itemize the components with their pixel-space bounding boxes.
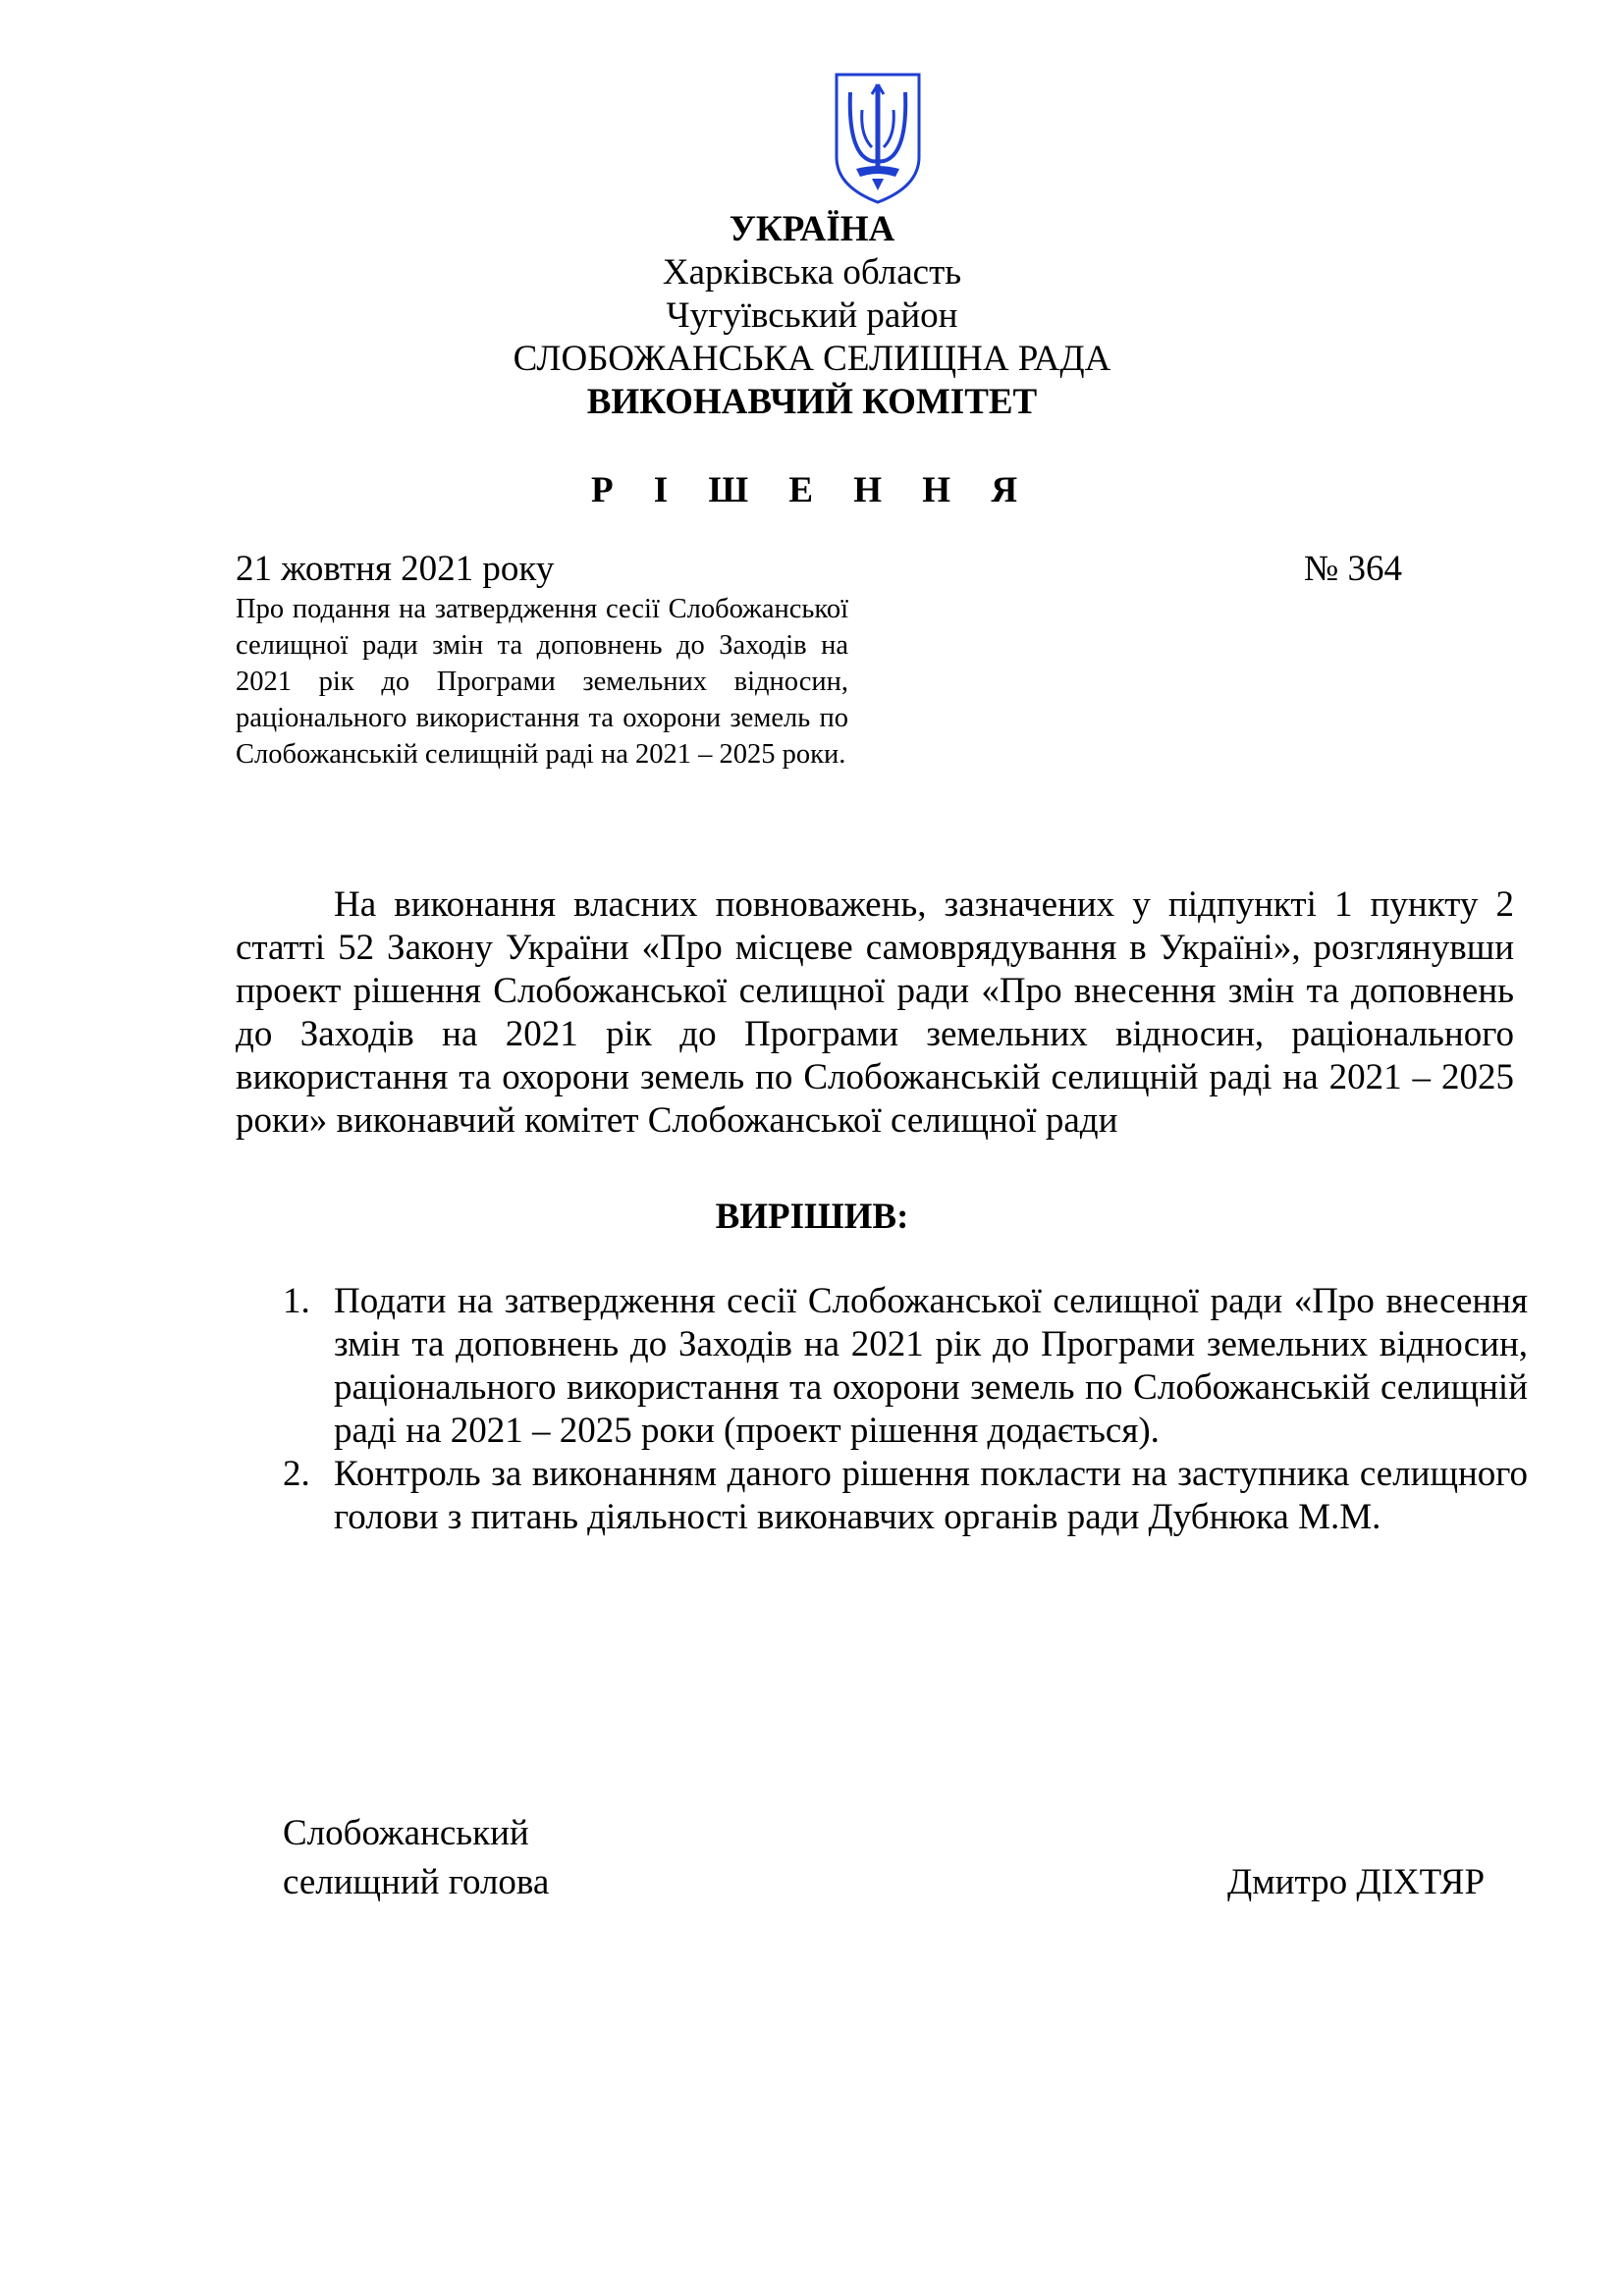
resolution-item: [283, 1453, 1528, 1539]
country-name: УКРАЇНА: [729, 209, 895, 249]
coat-of-arms-trident-icon: [833, 71, 923, 206]
signatory-name: Дмитро ДІХТЯР: [1227, 1862, 1486, 1902]
council-name: СЛОБОЖАНСЬКА СЕЛИЩНА РАДА: [513, 339, 1111, 379]
item-text: Контроль за виконанням даного рішення покласти на заступника селищного голови з питань діяльності виконавчих органів ради Дубнюка М.М.: [334, 1454, 1528, 1537]
signatory-position-line1: Слобожанський: [283, 1813, 529, 1853]
region-name: Харківська область: [662, 252, 962, 293]
resolution-item: [283, 1280, 1528, 1453]
district-name: Чугуївський район: [666, 295, 958, 336]
decision-number: № 364: [1304, 549, 1403, 589]
item-number: 2.: [283, 1454, 310, 1494]
signatory-position-line2: селищний голова: [283, 1862, 550, 1902]
item-text: Подати на затвердження сесії Слобожанської селищної ради «Про внесення змін та доповнень до Заходів на 2021 рік до Програми земельних відносин, раціонального використання та охорони земель по Слобожанській селищній раді на 2021 – 2025 роки (проект рішення додається).: [334, 1281, 1528, 1451]
resolved-heading: ВИРІШИВ:: [715, 1197, 909, 1237]
committee-name: ВИКОНАВЧИЙ КОМІТЕТ: [586, 382, 1038, 422]
document-title: Р І Ш Е Н Н Я: [590, 470, 1034, 510]
decision-date: 21 жовтня 2021 року: [236, 549, 555, 589]
decision-subject: Про подання на затвердження сесії Слобожанської селищної ради змін та доповнень до Заходів на 2021 рік до Програми земельних відносин, раціонального використання та охорони земель по Слобожанській селищній раді на 2021 – 2025 роки.: [236, 594, 848, 770]
preamble-paragraph: На виконання власних повноважень, зазначених у підпункті 1 пункту 2 статті 52 Закону України «Про місцеве самоврядування в Україні», розглянувши проект рішення Слобожанської селищної ради «Про внесення змін та доповнень до Заходів на 2021 рік до Програми земельних відносин, раціонального використання та охорони земель по Слобожанській селищній раді на 2021 – 2025 роки» виконавчий комітет Слобожанської селищної ради: [236, 884, 1514, 1141]
item-number: 1.: [283, 1281, 310, 1321]
resolution-items-list: [283, 1280, 1528, 1539]
